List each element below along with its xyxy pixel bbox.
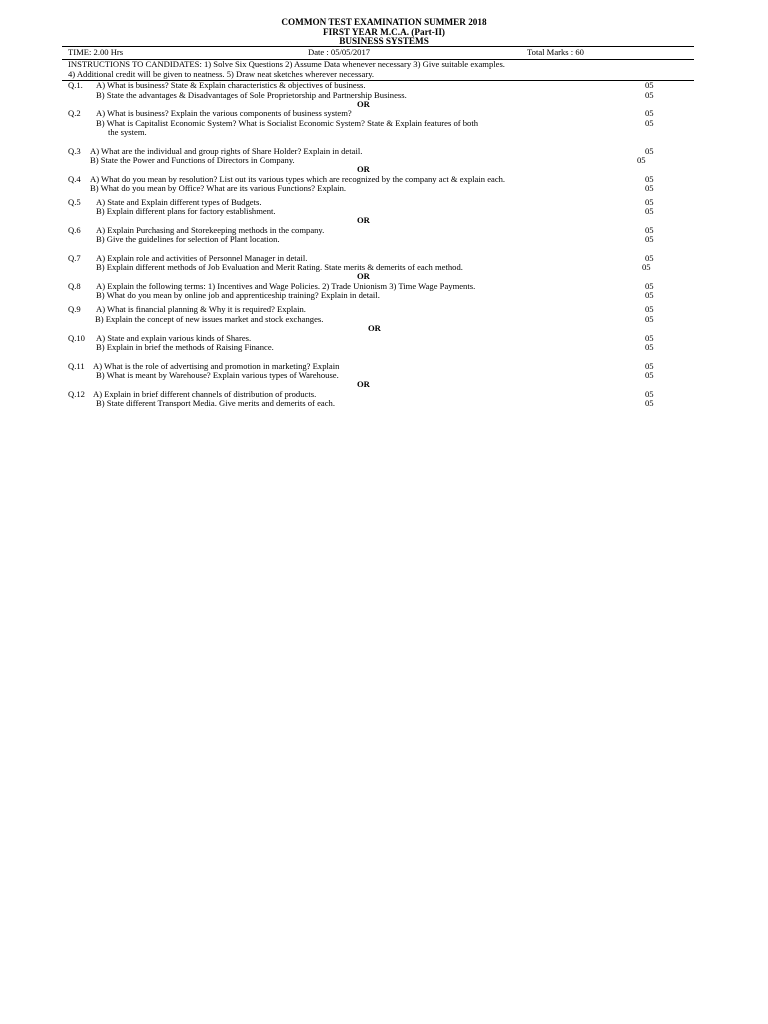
question-part-b: B) Explain the concept of new issues market and stock exchanges. (95, 314, 324, 324)
question-part-a: A) What is business? State & Explain characteristics & objectives of business. (96, 80, 366, 90)
question-part-b: B) State different Transport Media. Give merits and demerits of each. (96, 398, 335, 408)
or-separator: OR (357, 215, 370, 225)
exam-title: COMMON TEST EXAMINATION SUMMER 2018 (281, 17, 487, 27)
marks: 05 (645, 398, 654, 408)
question-number: Q.5 (68, 197, 81, 207)
question-part-b: B) What do you mean by Office? What are its various Functions? Explain. (90, 183, 347, 193)
question-part-a: A) Explain Purchasing and Storekeeping methods in the company. (96, 225, 325, 235)
question-number: Q.3 (68, 146, 81, 156)
total-marks-label: Total Marks : 60 (527, 47, 584, 57)
question-part-a: A) What do you mean by resolution? List out its various types which are recognized by the company act & explain each. (90, 174, 506, 184)
course-title: FIRST YEAR M.C.A. (Part-II) (323, 27, 445, 37)
question-number: Q.11 (68, 361, 85, 371)
marks: 05 (645, 225, 654, 235)
question-number: Q.9 (68, 304, 81, 314)
marks: 05 (645, 146, 654, 156)
question-part-a: A) What is the role of advertising and promotion in marketing? Explain (93, 361, 340, 371)
marks: 05 (645, 370, 654, 380)
question-number: Q.8 (68, 281, 81, 291)
question-part-b: B) What is meant by Warehouse? Explain various types of Warehouse. (96, 370, 339, 380)
marks: 05 (645, 118, 654, 128)
question-part-b: B) What is Capitalist Economic System? What is Socialist Economic System? State & Explain features of both (96, 118, 479, 128)
question-number: Q.1. (68, 80, 83, 90)
question-part-b: B) State the Power and Functions of Directors in Company. (90, 155, 295, 165)
marks: 05 (645, 206, 654, 216)
marks: 05 (645, 183, 654, 193)
marks: 05 (645, 290, 654, 300)
question-part-a: A) Explain the following terms: 1) Incentives and Wage Policies. 2) Trade Unionism 3) Time Wage Payments. (96, 281, 476, 291)
question-number: Q.6 (68, 225, 81, 235)
marks: 05 (645, 389, 654, 399)
marks: 05 (645, 281, 654, 291)
question-part-b: B) Explain different plans for factory establishment. (96, 206, 276, 216)
question-number: Q.2 (68, 108, 81, 118)
or-separator: OR (357, 271, 370, 281)
time-label: TIME: 2.00 Hrs (68, 47, 124, 57)
instructions-line-1: INSTRUCTIONS TO CANDIDATES: 1) Solve Six Questions 2) Assume Data whenever necessary 3) Give suitable examples. (68, 59, 505, 69)
question-part-b: B) Give the guidelines for selection of Plant location. (96, 234, 280, 244)
divider-top (62, 46, 694, 47)
question-part-a: A) Explain in brief different channels of distribution of products. (93, 389, 317, 399)
marks: 05 (645, 304, 654, 314)
or-separator: OR (357, 99, 370, 109)
question-part-a: A) Explain role and activities of Personnel Manager in detail. (96, 253, 308, 263)
subject-title: BUSINESS SYSTEMS (339, 36, 429, 46)
question-part-b: B) State the advantages & Disadvantages of Sole Proprietorship and Partnership Business. (96, 90, 407, 100)
or-separator: OR (357, 164, 370, 174)
question-part-a: A) State and Explain different types of Budgets. (96, 197, 262, 207)
date-label: Date : 05/05/2017 (308, 47, 371, 57)
question-part-b: B) Explain different methods of Job Evaluation and Merit Rating. State merits & demerits of each method. (96, 262, 463, 272)
question-part-b: B) Explain in brief the methods of Raising Finance. (96, 342, 274, 352)
marks: 05 (645, 80, 654, 90)
marks: 05 (645, 333, 654, 343)
marks: 05 (645, 361, 654, 371)
marks: 05 (645, 197, 654, 207)
marks: 05 (645, 234, 654, 244)
marks: 05 (637, 155, 646, 165)
marks: 05 (645, 314, 654, 324)
question-number: Q.4 (68, 174, 81, 184)
question-number: Q.7 (68, 253, 81, 263)
question-part-a: A) What is business? Explain the various components of business system? (96, 108, 352, 118)
marks: 05 (642, 262, 651, 272)
question-part-a: A) What is financial planning & Why it is required? Explain. (96, 304, 306, 314)
marks: 05 (645, 174, 654, 184)
question-number: Q.12 (68, 389, 85, 399)
marks: 05 (645, 253, 654, 263)
question-part-a: A) What are the individual and group rights of Share Holder? Explain in detail. (90, 146, 363, 156)
marks: 05 (645, 90, 654, 100)
marks: 05 (645, 108, 654, 118)
question-number: Q.10 (68, 333, 85, 343)
instructions-line-2: 4) Additional credit will be given to neatness. 5) Draw neat sketches wherever necessary. (68, 69, 375, 79)
or-separator: OR (357, 379, 370, 389)
question-part-b: B) What do you mean by online job and apprenticeship training? Explain in detail. (96, 290, 380, 300)
question-part-b-continued: the system. (108, 127, 147, 137)
marks: 05 (645, 342, 654, 352)
or-separator: OR (368, 323, 381, 333)
question-part-a: A) State and explain various kinds of Shares. (96, 333, 252, 343)
